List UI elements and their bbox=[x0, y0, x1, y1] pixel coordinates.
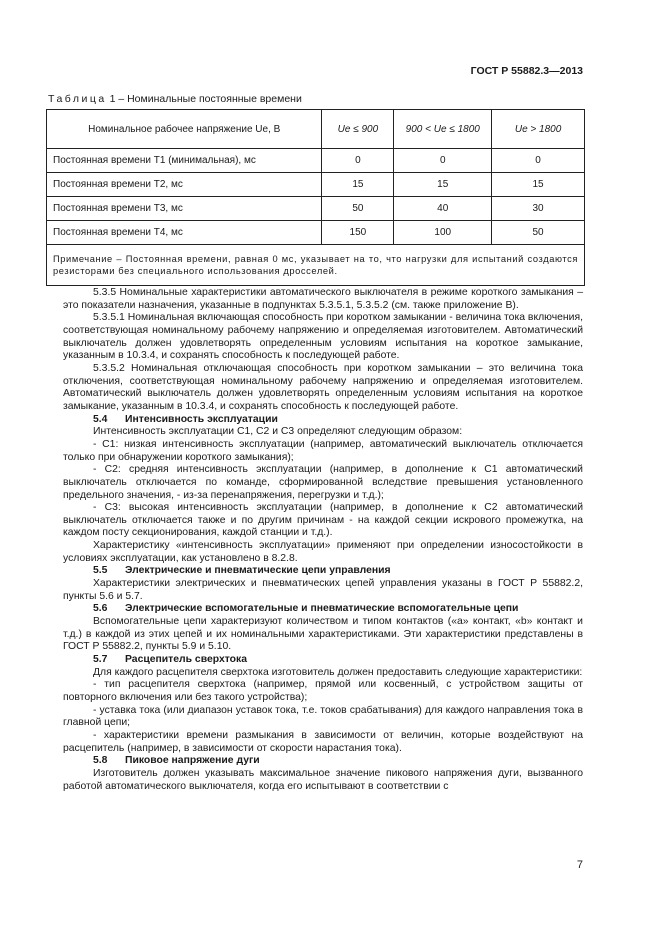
body-paragraph: - С3: высокая интенсивность эксплуатации (например, в дополнение к С2 автоматический выключатель отключается также и по другим причинам - на каждой секции искрового промежутка, на каждом посту секционирования, каждой станции и т.д.). bbox=[63, 502, 583, 539]
body-paragraph: Для каждого расцепителя сверхтока изготовитель должен предоставить следующие характеристики: bbox=[93, 666, 583, 678]
body-paragraph: - С1: низкая интенсивность эксплуатации (например, автоматический выключатель отключается только при обнаружении короткого замыкания); bbox=[63, 438, 583, 463]
body-paragraph: - тип расцепителя сверхтока (например, прямой или косвенный, с устройством защиты от повторного включения или без такого устройства); bbox=[63, 679, 583, 703]
table-note: Примечание – Постоянная времени, равная 0 мс, указывает на то, что нагрузки для испытаний создаются резисторами без специального использования дросселей. bbox=[47, 245, 585, 286]
section-title: Электрические и пневматические цепи управления bbox=[125, 565, 391, 577]
table-header-cell: 900 < Ue ≤ 1800 bbox=[394, 110, 492, 149]
table-cell: 100 bbox=[394, 221, 492, 245]
document-header-code: ГОСТ Р 55882.3—2013 bbox=[470, 65, 583, 77]
table-cell: 0 bbox=[322, 149, 394, 173]
table-caption bbox=[48, 93, 302, 105]
table-header-cell: Номинальное рабочее напряжение Ue, В bbox=[47, 110, 322, 149]
table-row-label: Постоянная времени T2, мс bbox=[47, 173, 322, 197]
table-note-row bbox=[47, 245, 585, 286]
section-number: 5.4 bbox=[93, 413, 108, 425]
body-paragraph: - С2: средняя интенсивность эксплуатации (например, в дополнение к С1 автоматический выключатель отключается по команде, сформированной вследствие превышения установленного предельного значения, - из-за перенапряжения, перегрузки и т.д.); bbox=[63, 464, 583, 501]
table-cell: 15 bbox=[492, 173, 585, 197]
table-cell: 15 bbox=[394, 173, 492, 197]
body-paragraph: Изготовитель должен указывать максимальное значение пикового напряжения дуги, вызванного работой автоматического выключателя, когда его испытывают в соответствии с bbox=[63, 767, 583, 792]
section-number: 5.7 bbox=[93, 654, 108, 666]
table-row-label: Постоянная времени T4, мс bbox=[47, 221, 322, 245]
section-heading bbox=[63, 654, 583, 667]
table-row-label: Постоянная времени T3, мс bbox=[47, 197, 322, 221]
body-paragraph: Интенсивность эксплуатации С1, С2 и С3 определяют следующим образом: bbox=[93, 426, 463, 438]
table-header-cell: Ue > 1800 bbox=[492, 110, 585, 149]
table-cell: 0 bbox=[492, 149, 585, 173]
table-row bbox=[47, 149, 585, 173]
table-cell: 30 bbox=[492, 197, 585, 221]
table-caption-title: 1 – Номинальные постоянные времени bbox=[106, 93, 302, 105]
section-title: Интенсивность эксплуатации bbox=[125, 413, 278, 425]
table-caption-label: Таблица bbox=[48, 93, 107, 105]
section-heading bbox=[63, 603, 583, 616]
section-number: 5.6 bbox=[93, 603, 108, 615]
section-heading bbox=[63, 414, 583, 427]
body-paragraph: Характеристику «интенсивность эксплуатации» применяют при определении износостойкости в условиях эксплуатации, как установлено в 8.2.8. bbox=[63, 540, 583, 564]
table-cell: 50 bbox=[492, 221, 585, 245]
table-header-cell: Ue ≤ 900 bbox=[322, 110, 394, 149]
table-row bbox=[47, 221, 585, 245]
section-number: 5.8 bbox=[93, 755, 108, 767]
body-paragraph: 5.3.5.1 Номинальная включающая способность при коротком замыкании - величина тока включения, соответствующая номинальному рабочему напряжению и определяемая изготовителем. Автоматический выключатель должен удовлетворять определенным условиям испытания на короткое замыкание, указанным в 10.3.4, и сохранять способность к последующей работе. bbox=[63, 312, 583, 362]
section-heading bbox=[63, 565, 583, 578]
table-row bbox=[47, 197, 585, 221]
document-body bbox=[63, 287, 583, 793]
body-paragraph: - уставка тока (или диапазон уставок тока, т.е. токов срабатывания) для каждого направления тока в главной цепи; bbox=[63, 704, 583, 729]
table-cell: 40 bbox=[394, 197, 492, 221]
page-number: 7 bbox=[576, 859, 583, 871]
body-paragraph: Вспомогательные цепи характеризуют количеством и типом контактов («а» контакт, «b» контакт и т.д.) в каждой из этих цепей и их номинальными характеристиками. Эти характеристики представлены в ГОСТ Р 55882.2, пункты 5.9 и 5.10. bbox=[63, 616, 583, 653]
time-constants-table bbox=[46, 109, 585, 286]
table-row bbox=[47, 173, 585, 197]
table-cell: 50 bbox=[322, 197, 394, 221]
body-paragraph: - характеристики времени размыкания в зависимости от величин, которые воздействуют на расцепитель (например, в зависимости от скорости нарастания тока). bbox=[63, 729, 583, 754]
table-cell: 150 bbox=[322, 221, 394, 245]
table-row-label: Постоянная времени T1 (минимальная), мс bbox=[47, 149, 322, 173]
table-cell: 0 bbox=[394, 149, 492, 173]
section-title: Электрические вспомогательные и пневматические вспомогательные цепи bbox=[125, 603, 519, 615]
body-paragraph: 5.3.5 Номинальные характеристики автоматического выключателя в режиме короткого замыкания – это показатели назначения, указанные в подпунктах 5.3.5.1, 5.3.5.2 (см. также приложение В). bbox=[63, 287, 583, 311]
section-title: Пиковое напряжение дуги bbox=[125, 755, 260, 767]
table-header-row bbox=[47, 110, 585, 149]
body-paragraph: Характеристики электрических и пневматических цепей управления указаны в ГОСТ Р 55882.2, пункты 5.6 и 5.7. bbox=[63, 578, 583, 602]
body-paragraph: 5.3.5.2 Номинальная отключающая способность при коротком замыкании – это величина тока отключения, соответствующая номинальному рабочему напряжению и определяемая изготовителем. Автоматический выключатель должен удовлетворять определенным условиям испытания на короткое замыкание, указанным в 10.3.4, и сохранять способность к последующей работе. bbox=[63, 362, 583, 412]
section-title: Расцепитель сверхтока bbox=[125, 654, 247, 666]
table-cell: 15 bbox=[322, 173, 394, 197]
section-number: 5.5 bbox=[93, 565, 108, 577]
section-heading bbox=[63, 755, 583, 768]
